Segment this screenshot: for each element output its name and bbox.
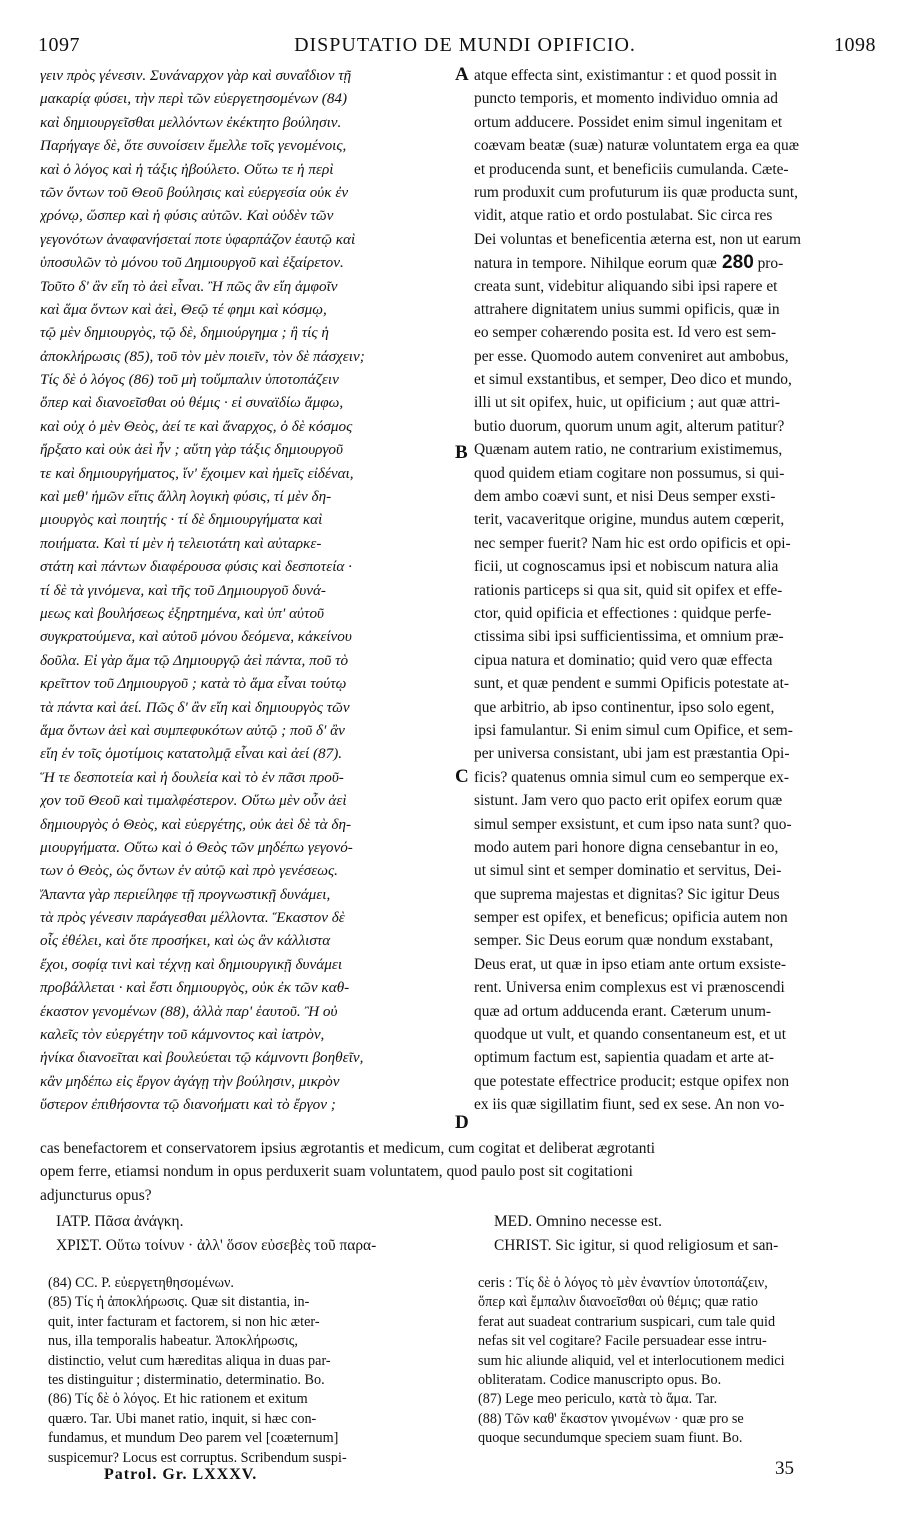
footnote-line: ὅπερ καὶ ἔμπαλιν διανοεῖσθαι οὐ θέμις; quæ ratio (478, 1294, 758, 1311)
latin-line: quæ ad ortum adducenda erant. Cæterum unum- (474, 1002, 772, 1020)
greek-line: Τίς δὲ ὁ λόγος (86) τοῦ μὴ τοὔμπαλιν ὑποτοπάζειν (40, 371, 339, 389)
greek-line: χρόνῳ, ὥσπερ καὶ ἡ φύσις αὐτῶν. Καὶ οὐδὲν τῶν (40, 207, 334, 225)
section-marker-c: C (455, 766, 469, 787)
latin-line: rent. Universa enim complexus est vi prænoscendi (474, 979, 785, 997)
greek-line: καὶ δημιουργεῖσθαι μελλόντων ἐκέκτητο βούλησιν. (40, 113, 342, 131)
footnote-line: (85) Τίς ἡ ἀποκλήρωσις. Quæ sit distantia, in- (48, 1294, 310, 1311)
greek-line: τῷ μὲν δημιουργὸς, τῷ δὲ, δημιούργημα ; ἢ τίς ἡ (40, 324, 329, 342)
dialogue-greek (40, 1210, 460, 1258)
greek-line: τὰ πρὸς γένεσιν παράγεσθαι μέλλοντα. Ἕκαστον δὲ (40, 909, 345, 927)
latin-line: atque effecta sint, existimantur : et quod possit in (474, 67, 777, 84)
latin-line: ut simul sint et semper dominatio et servitus, Dei- (474, 862, 782, 880)
greek-line: οἷς ἐθέλει, καὶ ὅτε προσήκει, καὶ ὡς ἂν κάλλιστα (40, 932, 331, 950)
footnote-line: (86) Τίς δὲ ὁ λόγος. Et hic rationem et exitum (48, 1391, 308, 1408)
dialogue-line-latin: MED. Omnino necesse est. (494, 1213, 662, 1230)
greek-line: κἂν μηδέπω εἰς ἔργον ἀγάγῃ τὴν βούλησιν, μικρὸν (40, 1072, 340, 1090)
latin-line: rationis particeps si qua sit, quid sit opifex et effe- (474, 581, 783, 599)
running-title: DISPUTATIO DE MUNDI OPIFICIO. (294, 34, 636, 56)
footnote-line: (87) Lege meo periculo, κατὰ τὸ ἅμα. Tar. (478, 1391, 718, 1408)
greek-line: καὶ οὐχ ὁ μὲν Θεὸς, ἀεί τε καὶ ἄναρχος, ὁ δὲ κόσμος (40, 417, 353, 435)
latin-line: per esse. Quomodo autem conveniret aut ambobus, (474, 347, 789, 365)
greek-line: ὑποσυλῶν τὸ μόνου τοῦ Δημιουργοῦ καὶ ἐξαίρετον. (40, 254, 344, 272)
greek-line: συγκρατούμενα, καὶ αὐτοῦ μόνου δεόμενα, κἀκείνου (40, 628, 352, 646)
latin-line: quodque ut vult, et quando consentaneum est, et ut (474, 1026, 787, 1044)
latin-line: que arbitrio, ab ipso continentur, ipso solo egent, (474, 698, 775, 716)
full-width-line: adjuncturus opus? (40, 1186, 152, 1204)
latin-line-continuation: pro- (753, 255, 784, 273)
latin-line: quod quidem etiam cogitare non possumus, si qui- (474, 464, 785, 482)
dialogue-latin (494, 1210, 888, 1258)
latin-line: sistunt. Jam vero quo pacto erit opifex eorum quæ (474, 792, 783, 810)
latin-text-column (474, 64, 884, 1117)
latin-line: ipsi famulantur. Si enim simul cum Opifice, et sem- (474, 721, 793, 739)
greek-line: των ὁ Θεὸς, ὡς ὄντων ἐν αὐτῷ καὶ πρὸ γενέσεως. (40, 862, 338, 880)
footnote-line: nefas sit vel cogitare? Facile persuadear esse intru- (478, 1333, 767, 1350)
greek-line: γεγονότων ἀναφανήσεταί ποτε ὑφαρπάζον ἑαυτῷ καὶ (40, 230, 356, 248)
latin-line: puncto temporis, et momento individuo omnia ad (474, 90, 778, 108)
latin-line: rum produxit cum profuturum iis quæ producta sunt, (474, 183, 799, 201)
latin-line: sunt, et quæ pendent e summi Opificis potestate at- (474, 675, 790, 693)
page-number-left: 1097 (38, 34, 80, 56)
dialogue-line-greek: ΧΡΙΣΤ. Οὕτω τοίνυν · ἀλλ' ὅσον εὐσεβὲς τοῦ παρα- (56, 1237, 377, 1254)
greek-line: ἤρξατο καὶ οὐκ ἀεὶ ἦν ; αὕτη γὰρ τάξις δημιουργοῦ (40, 441, 344, 459)
footnote-line: nus, illa temporalis habeatur. Ἀποκλήρωσις, (48, 1333, 298, 1350)
latin-line: ctissima sibi ipsi sufficientissima, et omnium præ- (474, 628, 784, 646)
greek-line: κρεῖττον τοῦ Δημιουργοῦ ; κατὰ τὸ ἅμα εἶναι τούτῳ (40, 675, 347, 693)
footnote-line: obliteratam. Codice manuscripto opus. Bo. (478, 1371, 722, 1388)
greek-line: έκαστον γενομένων (88), ἀλλὰ παρ' ἑαυτοῦ. Ἢ οὐ (40, 1002, 338, 1020)
greek-line: χον τοῦ Θεοῦ καὶ τιμαλφέστερον. Οὕτω μὲν οὖν ἀεὶ (40, 792, 347, 810)
latin-line: que potestate effectrice producit; estque opifex non (474, 1072, 790, 1090)
greek-line: γειν πρὸς γένεσιν. Συνάναρχον γὰρ καὶ συναΐδιον τῇ (40, 67, 352, 84)
greek-text-column (40, 64, 457, 1117)
footer-signature-number: 35 (775, 1458, 794, 1479)
greek-line: καὶ ὁ λόγος καὶ ἡ τάξις ἠβούλετο. Οὕτω τε ἡ περὶ (40, 160, 334, 178)
greek-line: ἀποκλήρωσις (85), τοῦ τὸν μὲν ποιεῖν, τὸν δὲ πάσχειν; (40, 347, 365, 365)
full-width-line: opem ferre, etiamsi nondum in opus perduxerit suam voluntatem, quod paulo post sit cogitationi (40, 1163, 633, 1181)
latin-line: ctor, quid opificia et effectiones : quidque perfe- (474, 604, 772, 622)
greek-line: στάτη καὶ πάντων διαφέρουσα φύσις καὶ δεσποτεία · (40, 558, 352, 576)
full-width-text (40, 1137, 884, 1207)
greek-line: ἔχοι, σοφίᾳ τινὶ καὶ τέχνῃ καὶ δημιουργικῇ δυνάμει (40, 955, 343, 973)
section-marker-d: D (455, 1112, 469, 1133)
footnote-line: ceris : Τίς δὲ ὁ λόγος τὸ μὲν ἐναντίον ὑποτοπάζειν, (478, 1275, 768, 1291)
latin-line: Deus erat, ut quæ in ipso etiam ante ortum exsiste- (474, 955, 787, 973)
greek-line: Ἅπαντα γὰρ περιείληφε τῇ προγνωστικῇ δυνάμει, (40, 885, 331, 903)
greek-line: μιουργὸς καὶ ποιητής · τί δὲ δημιουργήματα καὶ (40, 511, 323, 529)
latin-line: natura in tempore. Nihilque eorum quæ 280 pro- (474, 252, 784, 274)
greek-line: μεως καὶ βουλήσεως ἐξηρτημένα, καὶ ὑπ' αὐτοῦ (40, 604, 325, 622)
latin-line: ficis? quatenus omnia simul cum eo semperque ex- (474, 768, 789, 786)
latin-line: modo autem pari honore digna censebantur in eo, (474, 838, 779, 856)
greek-line: εἴη ἐν τοῖς ὁμοτίμοις κατατολμᾷ εἶναι καὶ ἀεί (87). (40, 745, 343, 763)
column-number: 280 (716, 252, 754, 274)
footnotes-left (48, 1274, 460, 1468)
latin-line: et simul exstantibus, et semper, Deo dico et mundo, (474, 371, 792, 389)
greek-line: τί δὲ τὰ γινόμενα, καὶ τῆς τοῦ Δημιουργοῦ δυνά- (40, 581, 326, 599)
greek-line: τὰ πάντα καὶ ἀεί. Πῶς δ' ἂν εἴη καὶ δημιουργὸς τῶν (40, 698, 350, 716)
footnote-line: (84) CC. P. εὐεργετηθησομένων. (48, 1275, 234, 1291)
latin-line: attrahere dignitatem unius summi opificis, quæ in (474, 300, 780, 318)
latin-line: illi ut sit opifex, huic, ut opificium ; aut quæ attri- (474, 394, 781, 412)
greek-line: ἅμα ὄντων ἀεὶ καὶ συμπεφυκότων αὐτῷ ; ποῦ δ' ἂν (40, 721, 345, 739)
greek-line: Ἥ τε δεσποτεία καὶ ἡ δουλεία καὶ τὸ ἐν πᾶσι προῦ- (40, 768, 344, 786)
section-marker-b: B (455, 442, 468, 463)
greek-line: Τοῦτο δ' ἂν εἴη τὸ ἀεὶ εἶναι. Ἢ πῶς ἂν εἴη ἀμφοῖν (40, 277, 338, 295)
footnote-line: quæro. Tar. Ubi manet ratio, inquit, si hæc con- (48, 1410, 317, 1427)
footnote-line: (88) Τῶν καθ' ἕκαστον γινομένων · quæ pro se (478, 1410, 744, 1427)
full-width-line: cas benefactorem et conservatorem ipsius ægrotantis et medicum, cum cogitat et deliberat ægrotanti (40, 1140, 655, 1157)
greek-line: ἡνίκα διανοεῖται καὶ βουλεύεται τῷ κάμνοντι βοηθεῖν, (40, 1049, 364, 1067)
latin-line: ex iis quæ sigillatim fiunt, sed ex sese. An non vo- (474, 1096, 785, 1114)
latin-line: optimum factum est, sapientia quadam et arte at- (474, 1049, 775, 1067)
greek-line: Παρήγαγε δὲ, ὅτε συνοίσειν ἔμελλε τοῖς γενομένοις, (40, 137, 347, 155)
latin-line: ficii, ut cognoscamus ipsi et nobiscum natura alia (474, 558, 779, 576)
latin-line: simul semper exsistunt, et cum ipso nata sunt? quo- (474, 815, 792, 833)
footnote-line: suspicemur? Locus est corruptus. Scribendum suspi- (48, 1449, 347, 1466)
footnote-line: distinctio, velut cum hæreditas aliqua in duas par- (48, 1352, 331, 1369)
footer-series-label: Patrol. Gr. LXXXV. (104, 1466, 258, 1483)
latin-line: nec semper fuerit? Nam hic est ordo opificis et opi- (474, 534, 791, 552)
greek-line: δοῦλα. Εἰ γὰρ ἅμα τῷ Δημιουργῷ ἀεὶ πάντα, ποῦ τὸ (40, 651, 349, 669)
greek-line: ὅπερ καὶ διανοεῖσθαι οὐ θέμις · εἰ συναϊδίω ἄμφω, (40, 394, 344, 412)
footnote-line: tes distinguitur ; disterminatio, determinatio. Bo. (48, 1371, 325, 1388)
latin-line: ortum adducere. Possidet enim simul ingenitam et (474, 113, 783, 131)
latin-line: creata sunt, videbitur aliquando sibi ipsi rapere et (474, 277, 778, 295)
greek-line: δημιουργὸς ὁ Θεὸς, καὶ εὐεργέτης, οὐκ ἀεὶ δὲ τὰ δη- (40, 815, 352, 833)
footnotes-right (478, 1274, 886, 1449)
footnote-line: ferat aut suadeat contrarium suspicari, cum tale quid (478, 1313, 776, 1330)
footnote-line: quoque secundumque speciem suam fiunt. Bo. (478, 1430, 743, 1447)
greek-line: μακαρίᾳ φύσει, τὴν περὶ τῶν εὐεργετησομένων (84) (40, 90, 348, 108)
latin-line: semper. Sic Deus eorum quæ nondum exstabant, (474, 932, 774, 950)
latin-line: coævam beatæ (suæ) naturæ voluntatem erga ea quæ (474, 137, 799, 155)
latin-line: Quænam autem ratio, ne contrarium existimemus, (474, 441, 783, 459)
latin-line: terit, vacaveritque origine, mundus autem cœperit, (474, 511, 785, 529)
greek-line: καλεῖς τὸν εὐεργέτην τοῦ κάμνοντος καὶ ἰατρὸν, (40, 1026, 325, 1044)
latin-line: eo semper cohærendo posita est. Id vero est sem- (474, 324, 777, 342)
greek-line: προβάλλεται · καὶ ἔστι δημιουργὸς, οὐκ ἐκ τῶν καθ- (40, 979, 350, 997)
greek-line: καὶ ἅμα ὄντων καὶ ἀεὶ, Θεῷ τέ φημι καὶ κόσμῳ, (40, 300, 327, 318)
dialogue-line-latin: CHRIST. Sic igitur, si quod religiosum et san- (494, 1237, 779, 1254)
greek-line: ποιήματα. Καὶ τί μὲν ἡ τελειοτάτη καὶ αὐταρκε- (40, 534, 322, 552)
dialogue-line-greek: ΙΑΤΡ. Πᾶσα ἀνάγκη. (56, 1213, 184, 1230)
greek-line: τε καὶ δημιουργήματος, ἵν' ἔχοιμεν καὶ ἡμεῖς εἰδέναι, (40, 464, 354, 482)
greek-line: μιουργήματα. Οὕτω καὶ ὁ Θεὸς τῶν μηδέπω γεγονό- (40, 838, 353, 856)
section-marker-a: A (455, 64, 469, 85)
latin-line: Dei voluntas et beneficentia æterna est, non ut earum (474, 230, 801, 248)
page-number-right: 1098 (834, 34, 876, 56)
greek-line: καὶ μεθ' ἡμῶν εἴτις ἄλλη λογικὴ φύσις, τί μὲν δη- (40, 488, 332, 506)
latin-line: butio duorum, quorum unum agit, alterum patitur? (474, 417, 785, 435)
greek-line: ὕστερον ἐπιθήσοντα τῷ διανοήματι καὶ τὸ ἔργον ; (40, 1096, 336, 1114)
latin-line: semper est opifex, et beneficus; opificia autem non (474, 909, 788, 927)
greek-line: τῶν ὄντων τοῦ Θεοῦ βούλησις καὶ εὐεργεσία οὐκ ἐν (40, 183, 349, 201)
running-header (28, 34, 902, 60)
footnote-line: quit, inter facturam et factorem, si non hic æter- (48, 1313, 320, 1330)
latin-line: vidit, atque ratio et ordo postulabat. Sic circa res (474, 207, 773, 225)
footnote-line: fundamus, et mundum Deo parem vel [coæternum] (48, 1430, 339, 1447)
latin-line: cipua natura et dominatio; quid vero quæ effecta (474, 651, 773, 669)
footnote-line: sum hic aliunde aliquid, vel et interlocutionem medici (478, 1352, 785, 1369)
latin-line: et producenda sunt, et beneficiis cumulanda. Cæte- (474, 160, 789, 178)
latin-line: per universa consistant, ubi jam est præstantia Opi- (474, 745, 790, 763)
latin-line: que suprema majestas et dignitas? Sic igitur Deus (474, 885, 780, 903)
latin-line: dem ambo coævi sunt, et nisi Deus semper exsti- (474, 488, 776, 506)
